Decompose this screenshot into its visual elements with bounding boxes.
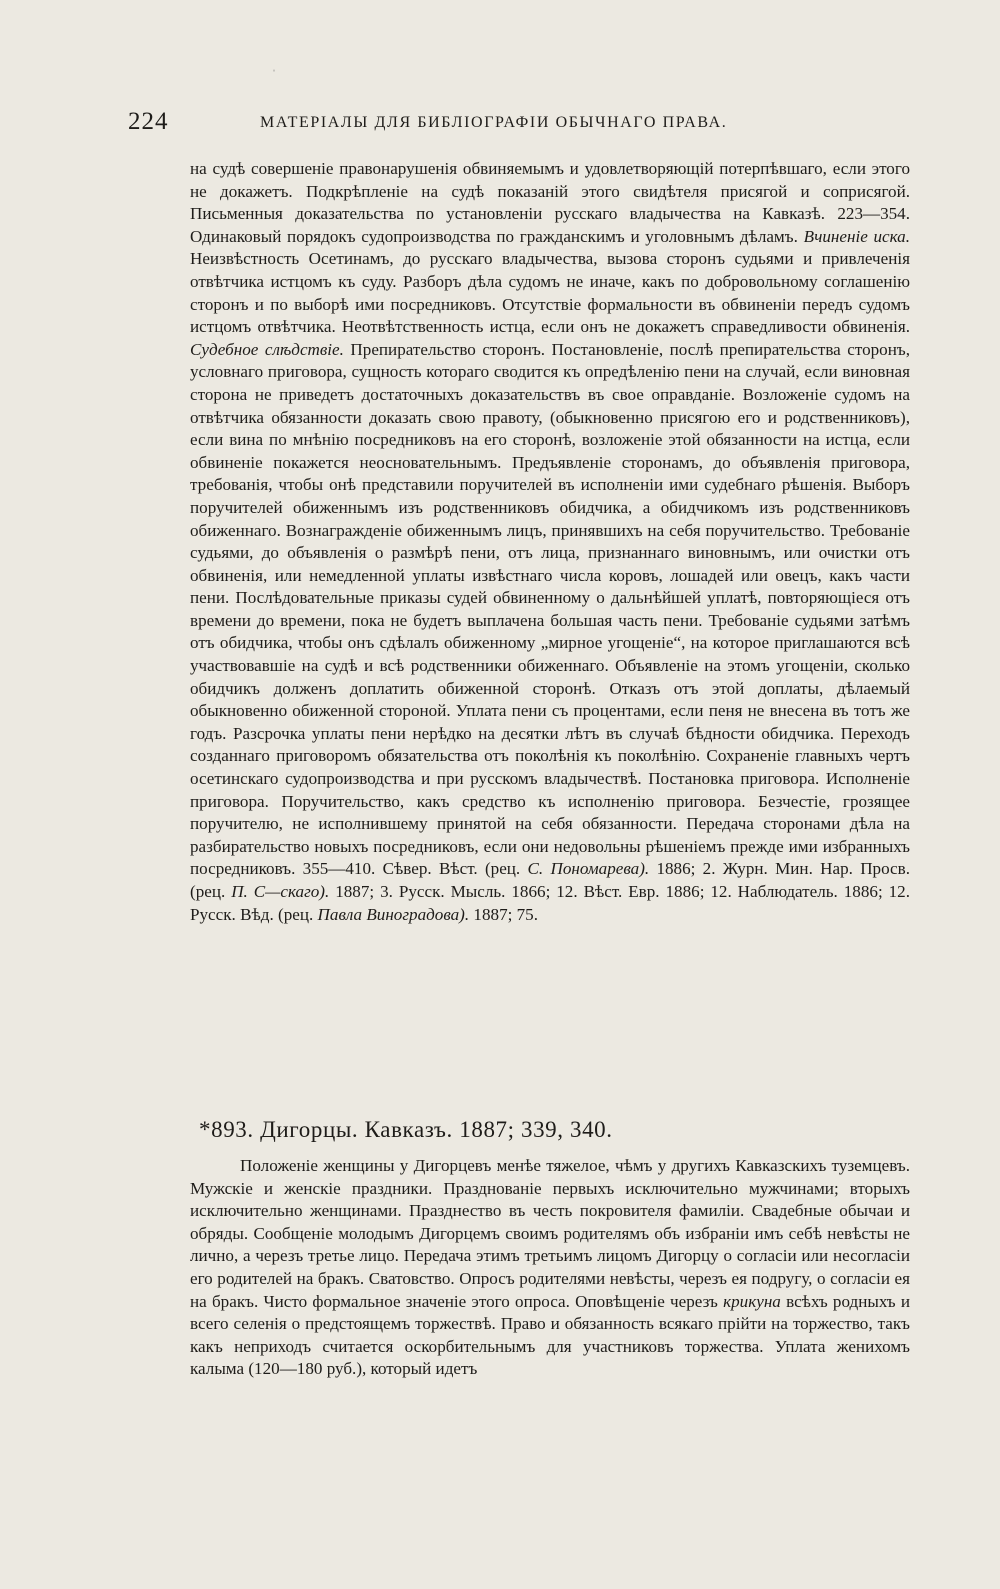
text-run: 1886; 2. Журн. Мин. Нар. Просв. (рец.: [190, 859, 910, 901]
entry-892-paragraph: [190, 158, 910, 926]
continued-entry-text: [190, 158, 910, 926]
italic-run: С. Пономарева).: [527, 859, 650, 879]
italic-run: П. С—скаго).: [231, 882, 330, 901]
running-title: МАТЕРІАЛЫ ДЛЯ БИБЛІОГРАФІИ ОБЫЧНАГО ПРАВА.: [260, 114, 728, 131]
text-run: Положеніе женщины у Дигорцевъ менѣе тяжелое, чѣмъ у другихъ Кавказскихъ туземцевъ. Мужскіе и женскіе праздники. Празднованіе первыхъ исключительно мужчинами; вторыхъ исключительно женщинами. Празднество въ честь покровителя фамиліи. Свадебные обычаи и обряды. Сообщеніе молодымъ Дигорцемъ своимъ родителямъ объ избраніи имъ себѣ невѣсты не лично, а черезъ третье лицо. Передача этимъ третьимъ лицомъ Дигорцу о согласіи или несогласіи его родителей на бракъ. Сватовство. Опросъ родителями невѣсты, черезъ ея подругу, о согласіи ея на бракъ. Чисто формальное значеніе этого опроса. Оповѣщеніе черезъ: [190, 1156, 910, 1311]
entry-893-heading: *893. Дигорцы. Кавказъ. 1887; 339, 340.: [199, 1117, 613, 1142]
text-run: Неизвѣстность Осетинамъ, до русскаго владычества, вызова сторонъ судьями и привлеченія отвѣтчика истцомъ къ суду. Разборъ дѣла судомъ не иначе, какъ по добровольному соглашенію сторонъ и по выборѣ ими посредниковъ. Отсутствіе формальности въ обвиненіи передъ судомъ истцомъ отвѣтчика. Неотвѣтственность истца, если онъ не докажетъ справедливости обвиненія.: [190, 249, 910, 337]
page-header: [128, 108, 908, 142]
print-mark: ˌ: [272, 58, 276, 72]
italic-run: Судебное слѣдствіе.: [190, 339, 344, 359]
text-run: 1887; 3. Русск. Мысль. 1866; 12. Вѣст. Евр. 1886; 12. Наблюдатель. 1886; 12. Русск. Вѣд. (рец.: [190, 882, 910, 924]
text-run: 1887; 75.: [473, 904, 538, 924]
entry-893-paragraph: [190, 1155, 910, 1381]
text-run: на судѣ совершеніе правонарушенія обвиняемымъ и удовлетворяющій потерпѣвшаго, если этого не докажетъ. Подкрѣпленіе на судѣ показаній этого свидѣтеля присягой и соприсягой. Письменныя доказательства по установленіи русскаго владычества на Кавказѣ. 223—354. Одинаковый порядокъ судопроизводства по гражданскимъ и уголовнымъ дѣламъ.: [190, 159, 910, 246]
italic-run: Вчиненіе иска.: [803, 226, 910, 246]
page-number: 224: [128, 108, 169, 135]
text-run: всѣхъ родныхъ и всего селенія о предстоящемъ торжествѣ. Право и обязанность всякаго прійти на торжество, такъ какъ неприходъ считается оскорбительнымъ для участниковъ торжества. Уплата женихомъ калыма (120—180 руб.), который идетъ: [190, 1291, 911, 1379]
text-run: Препирательство сторонъ. Постановленіе, послѣ препирательства сторонъ, условнаго приговора, сущность котораго сводится къ опредѣленію пени на случай, если виновная сторона не приведетъ достаточныхъ доказательствъ въ свое оправданіе. Возложеніе судомъ на отвѣтчика обязанности доказать свою правоту, (обыкновенно присягою его и родственниковъ), если вина по мнѣнію посредниковъ на его сторонѣ, возложеніе этой обязанности на истца, если обвиненіе покажется неосновательнымъ. Предъявленіе сторонамъ, до объявленія приговора, требованія, чтобы онѣ представили поручителей въ исполненіи ими судебнаго рѣшенія. Выборъ поручителей обиженнымъ изъ родственниковъ обидчика, а обидчикомъ изъ родственниковъ обиженнаго. Вознагражденіе обиженнымъ лицъ, принявшихъ на себя поручительство. Требованіе судьями, до объявленія о размѣрѣ пени, отъ лица, признаннаго виновнымъ, или очистки отъ обвиненія, или немедленной уплаты извѣстнаго числа коровъ, лошадей или овецъ, какъ части пени. Послѣдовательные приказы судей обвиненному о дальнѣйшей уплатѣ, повторяющіеся отъ времени до времени, пока не будетъ выплачена большая часть пени. Требованіе судьями затѣмъ отъ обидчика, чтобы онъ сдѣлалъ обиженному „мирное угощеніе“, на которое приглашаются всѣ участвовавшіе на судѣ и всѣ родственники обиженнаго. Объявленіе на этомъ угощеніи, сколько обидчикъ долженъ доплатить обиженной сторонѣ. Отказъ отъ этой доплаты, дѣлаемый обыкновенно обиженной стороной. Уплата пени съ процентами, если пеня не внесена въ тотъ же годъ. Разсрочка уплаты пени нерѣдко на десятки лѣтъ въ случаѣ бѣдности обидчика. Переходъ созданнаго приговоромъ обязательства отъ поколѣнія къ поколѣнію. Сохраненіе главныхъ чертъ осетинскаго судопроизводства и при русскомъ владычествѣ. Постановка приговора. Исполненіе приговора. Поручительство, какъ средство къ исполненію приговора. Безчестіе, грозящее поручителю, не исполнившему принятой на себя обязанности. Передача сторонами дѣла на разбирательство новыхъ посредниковъ, если они недовольны рѣшеніемъ прежде ими избранныхъ посредниковъ. 355—410. Сѣвер. Вѣст. (рец.: [190, 339, 910, 879]
italic-run: Павла Виноградова).: [317, 904, 470, 924]
entry-893-text: [190, 1155, 910, 1381]
italic-run: крикуна: [723, 1291, 781, 1311]
